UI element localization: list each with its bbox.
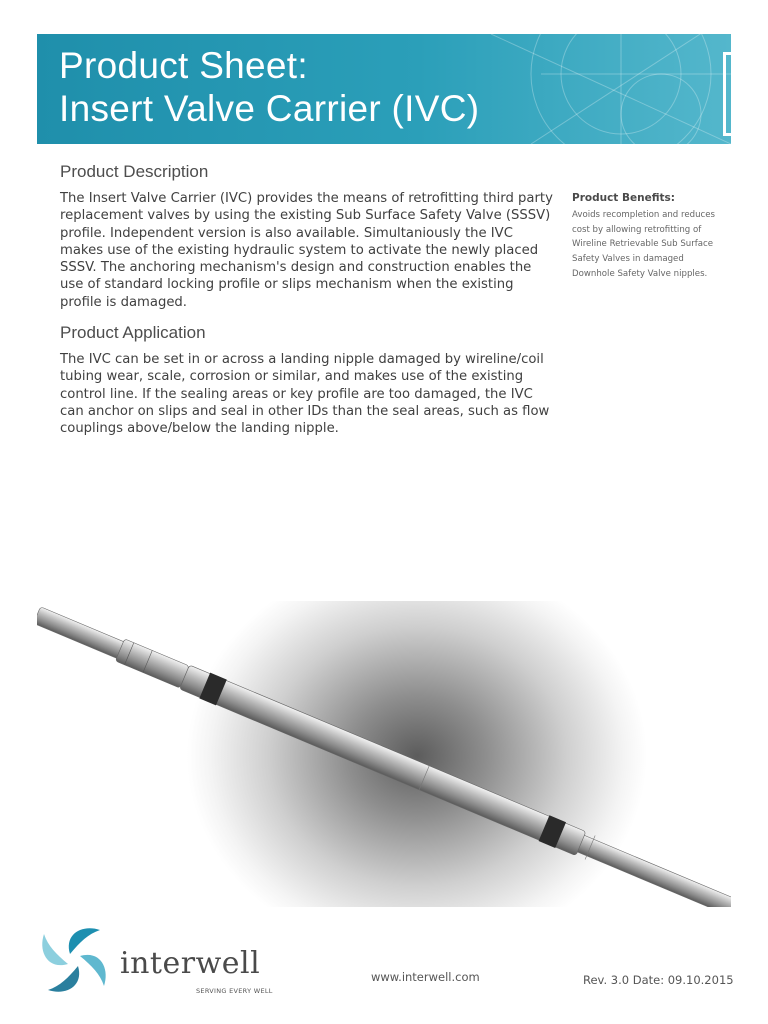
- description-text: The Insert Valve Carrier (IVC) provides the means of retrofitting third party replacement valves by using the existing Sub Surface Safety Valve (SSSV) profile. Independent version is also available. Simultaniously the IVC makes use of the existing hydraulic system to activate the newly placed SSSV. The anchoring mechanism's design and construction enables the use of standard locking profile or slips mechanism when the existing profile is damaged.: [60, 191, 553, 310]
- benefits-title: Product Benefits:: [572, 192, 675, 204]
- logo-tagline: SERVING EVERY WELL: [196, 987, 273, 995]
- tool-illustration: [37, 601, 731, 907]
- product-image: [37, 601, 731, 907]
- footer-url[interactable]: www.interwell.com: [371, 970, 480, 984]
- application-heading: Product Application: [60, 323, 206, 343]
- benefits-text: Avoids recompletion and reduces cost by allowing retrofitting of Wireline Retrievable Sub Surface Safety Valves in damaged Downhole Safety Valve nipples.: [572, 210, 716, 279]
- banner-bracket: [723, 52, 731, 136]
- revision-date: Rev. 3.0 Date: 09.10.2015: [583, 973, 734, 987]
- title-line-1: Product Sheet:: [59, 45, 308, 86]
- main-content: [60, 162, 555, 438]
- header-banner: [37, 34, 731, 144]
- logo-wordmark: interwell: [120, 946, 261, 981]
- interwell-logo: [36, 920, 286, 1000]
- benefits-sidebar: [572, 192, 722, 282]
- page-title: [59, 44, 479, 130]
- description-heading: Product Description: [60, 162, 209, 181]
- title-line-2: Insert Valve Carrier (IVC): [59, 88, 480, 129]
- logo-mark-icon: [36, 920, 120, 1000]
- application-text: The IVC can be set in or across a landing nipple damaged by wireline/coil tubing wear, scale, corrosion or similar, and makes use of the existing control line. If the sealing areas or key profile are too damaged, the IVC can anchor on slips and seal in other IDs than the seal areas, such as flow couplings above/below the landing nipple.: [60, 352, 550, 437]
